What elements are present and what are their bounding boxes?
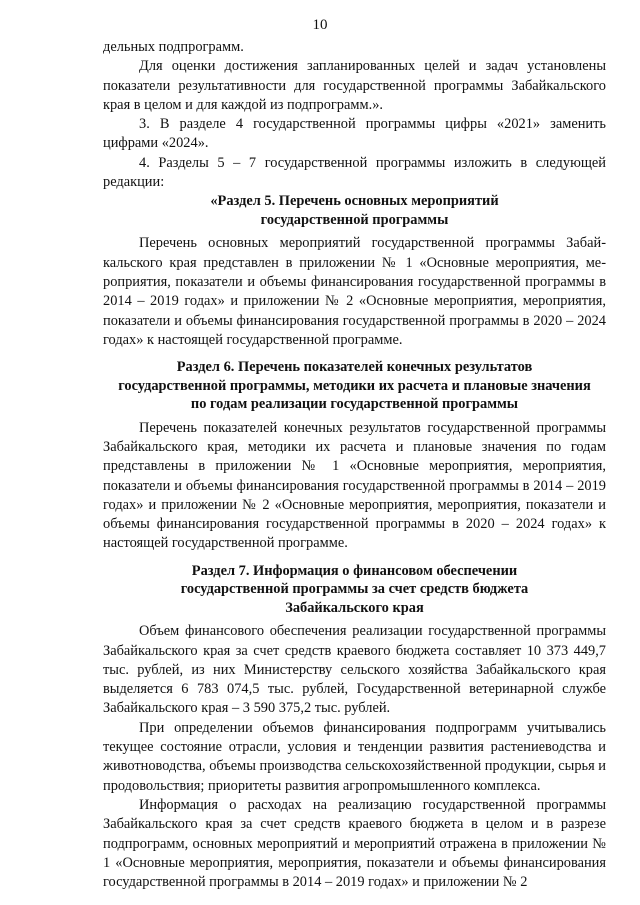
document-body (103, 38, 606, 892)
paragraph-item-3: 3. В разделе 4 государственной программы цифры «2021» заменить цифрами «2024». (103, 116, 606, 152)
paragraph-evaluation: Для оценки достижения запланированных целей и задач установлены показатели результативности для государственной программы Забайкальского края в целом и для каждой из подпрограмм.». (103, 58, 606, 113)
section-6-text: Перечень показателей конечных результатов государственной программы Забайкальского края, методики их расчета и плановые значения по годам представлены в приложении № 1 «Основные мероприятия, мероприятия, показатели и объемы финансирования государственной программы в 2014 – 2019 годах» и приложении № 2 «Основные мероприятия, мероприятия, показатели и объемы финансирования государственной программы в 2020 – 2024 годах» к настоящей государственной программе. (103, 419, 606, 552)
paragraph-item-4: 4. Разделы 5 – 7 государственной программы изложить в следующей редакции: (103, 154, 606, 191)
section-7-title-line-3: Забайкальского края (285, 599, 424, 616)
section-5-text: Перечень основных мероприятий государственной программы Забайкальского края представлен в приложении № 1 «Основные мероприятия, мероприятия, показатели и объемы финансирования государственной программы в 2014 – 2019 годах» и приложении № 2 «Основные мероприятия, мероприятия, показатели и объемы финансирования государственной программы в 2020 – 2024 годах» к настоящей государственной программе. (103, 235, 606, 348)
section-5-heading (103, 192, 606, 229)
section-7-text-expenses: Информация о расходах на реализацию государственной программы Забайкальского края за счет средств краевого бюджета в целом и в разрезе подпрограмм, основных мероприятий и мероприятий отражена в приложении № 1 «Основные мероприятия, мероприятия, показатели и объемы финансирования государственной программы в 2014 – 2019 годах» и приложении № 2 (103, 796, 606, 891)
section-7-text-funding: Объем финансового обеспечения реализации государственной программы Забайкальского края за счет средств краевого бюджета составляет 10 373 449,7 тыс. рублей, из них Министерству сельского хозяйства Забайкальского края выделяется 6 783 074,5 тыс. рублей, Государственной ветеринарной службе Забайкальского края – 3 590 375,2 тыс. рублей. (103, 623, 606, 717)
page-number: 10 (312, 17, 328, 33)
section-6-title-line-3: по годам реализации государственной программы (190, 396, 519, 413)
paragraph-continuation: дельных подпрограмм. (103, 39, 244, 55)
section-5-title-line-1: «Раздел 5. Перечень основных мероприятий (210, 193, 499, 210)
section-6-heading (103, 358, 606, 414)
section-6-title-line-1: Раздел 6. Перечень показателей конечных результатов (176, 359, 533, 376)
section-7-title-line-2: государственной программы за счет средств бюджета (180, 581, 529, 598)
section-7-text-determination: При определении объемов финансирования подпрограмм учитывались текущее состояние отрасли, условия и тенденции развития растениеводства и животноводства, объемы производства сельскохозяйственной продукции, сырья и продовольствия; приоритеты развития агропромышленного комплекса. (103, 719, 607, 794)
section-5-title-line-2: государственной программы (260, 211, 449, 228)
section-6-title-line-2: государственной программы, методики их расчета и плановые значения (118, 377, 591, 394)
section-7-heading (103, 562, 606, 618)
section-7-title-line-1: Раздел 7. Информация о финансовом обеспечении (191, 562, 518, 579)
